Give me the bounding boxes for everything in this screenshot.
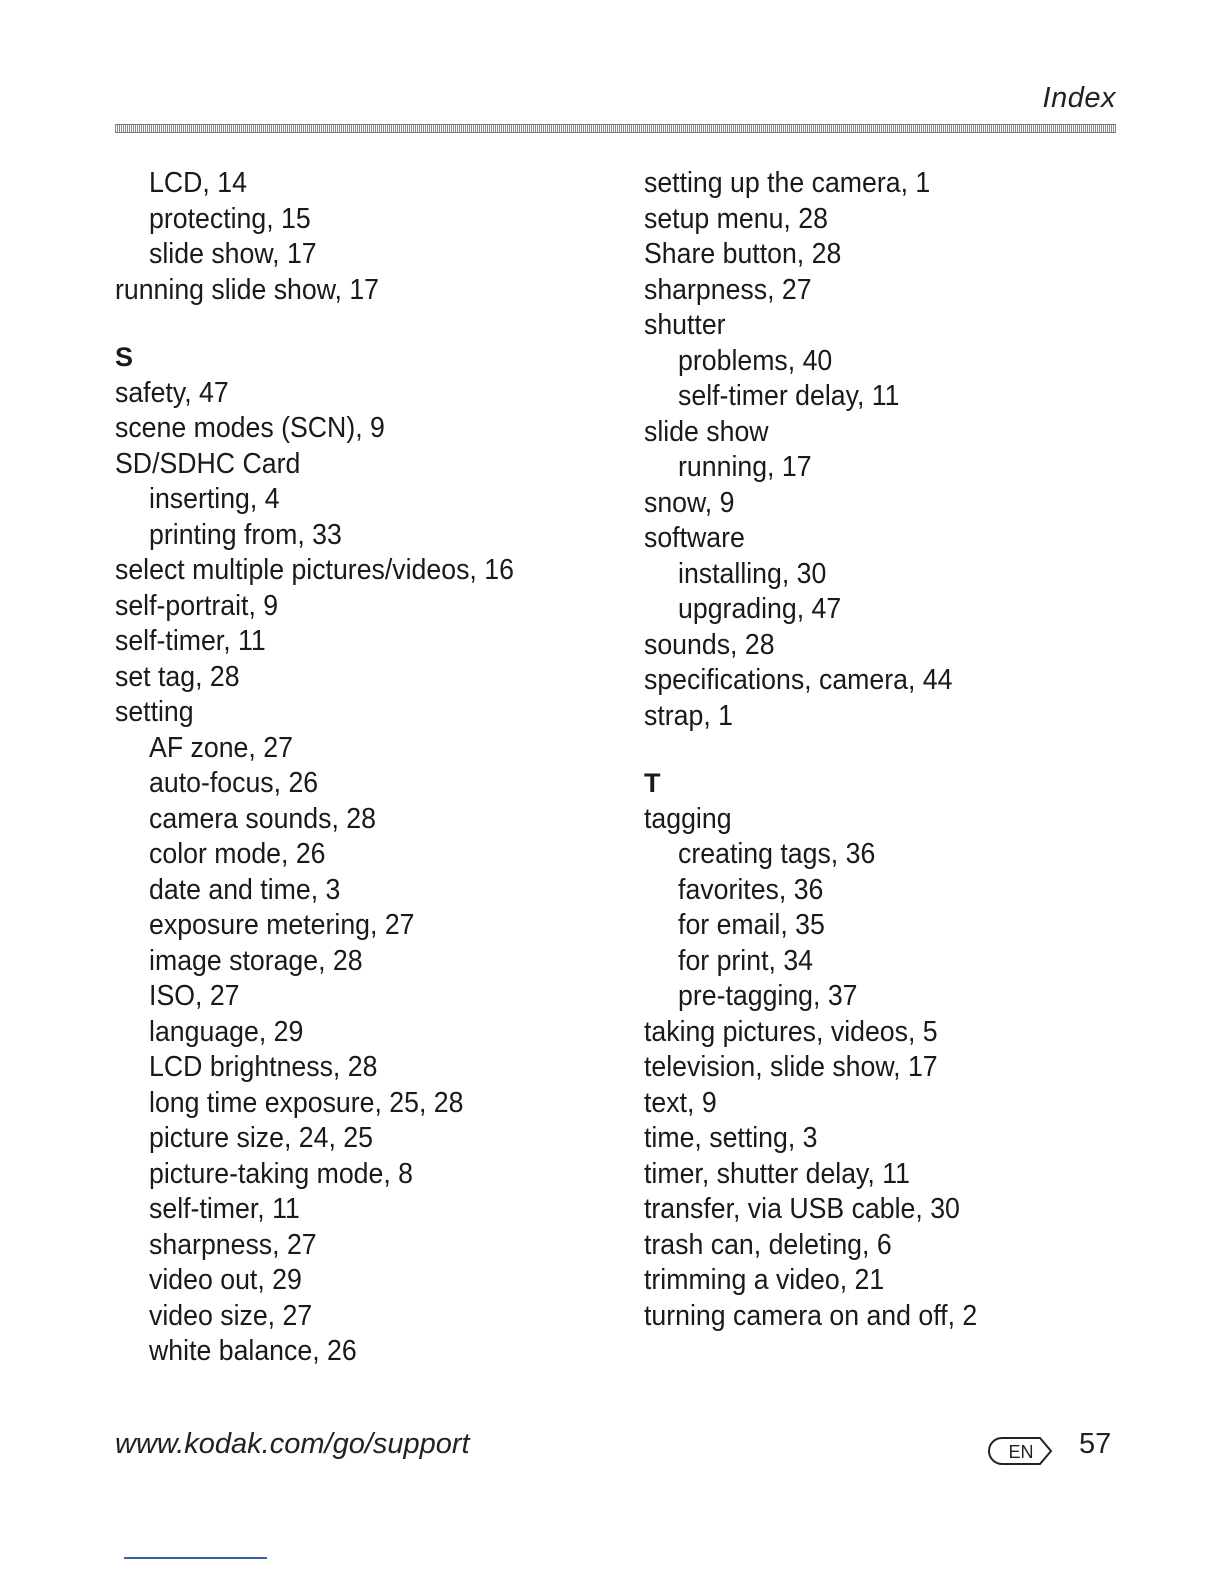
- index-entry: specifications, camera, 44: [644, 664, 953, 696]
- index-entry: shutter: [644, 309, 726, 341]
- index-section-letter: S: [115, 342, 134, 372]
- index-entry: slide show: [644, 415, 769, 448]
- language-badge-icon: [988, 1436, 1054, 1466]
- index-entry: self-portrait, 9: [115, 589, 279, 622]
- index-entry: SD/SDHC Card: [115, 447, 301, 480]
- index-entry: transfer, via USB cable, 30: [644, 1193, 960, 1225]
- index-entry: running slide show, 17: [115, 273, 380, 306]
- index-entry: text, 9: [644, 1086, 717, 1119]
- index-subentry: camera sounds, 28: [149, 802, 376, 835]
- index-entry: trash can, deleting, 6: [644, 1228, 892, 1261]
- index-subentry: language, 29: [149, 1015, 304, 1048]
- index-entry: sharpness, 27: [644, 273, 812, 306]
- index-entry: setting up the camera, 1: [644, 167, 931, 199]
- index-entry: television, slide show, 17: [644, 1051, 938, 1083]
- bottom-link-underline: [124, 1557, 267, 1559]
- index-subentry: date and time, 3: [149, 873, 341, 906]
- index-subentry: running, 17: [678, 451, 812, 483]
- index-subentry: image storage, 28: [149, 944, 363, 977]
- index-subentry: picture-taking mode, 8: [149, 1157, 414, 1190]
- index-subentry: auto-focus, 26: [149, 767, 319, 799]
- index-subentry: creating tags, 36: [678, 838, 876, 870]
- index-column-left: [115, 166, 595, 1370]
- index-subentry: color mode, 26: [149, 838, 326, 870]
- index-subentry: slide show, 17: [149, 238, 317, 270]
- index-subentry: problems, 40: [678, 344, 833, 377]
- index-entry: safety, 47: [115, 376, 229, 409]
- index-column-right: [644, 166, 1124, 1334]
- index-entry: turning camera on and off, 2: [644, 1299, 978, 1332]
- index-subentry: video size, 27: [149, 1299, 313, 1332]
- index-subentry: pre-tagging, 37: [678, 980, 858, 1012]
- index-subentry: video out, 29: [149, 1264, 302, 1296]
- index-subentry: printing from, 33: [149, 518, 342, 551]
- index-subentry: installing, 30: [678, 557, 827, 590]
- index-entry: self-timer, 11: [115, 625, 266, 657]
- index-subentry: self-timer delay, 11: [678, 380, 900, 412]
- index-subentry: favorites, 36: [678, 873, 824, 906]
- index-entry: taking pictures, videos, 5: [644, 1015, 938, 1048]
- index-subentry: protecting, 15: [149, 202, 311, 235]
- index-subentry: ISO, 27: [149, 980, 240, 1012]
- page-header-title: Index: [1042, 82, 1116, 114]
- index-subentry: LCD brightness, 28: [149, 1051, 378, 1083]
- index-subentry: for print, 34: [678, 944, 813, 977]
- index-entry: select multiple pictures/videos, 16: [115, 554, 514, 586]
- language-badge-label: EN: [1008, 1442, 1034, 1462]
- index-subentry: self-timer, 11: [149, 1193, 300, 1225]
- page-number: 57: [1079, 1428, 1112, 1460]
- index-subentry: long time exposure, 25, 28: [149, 1086, 464, 1119]
- index-entry: strap, 1: [644, 699, 733, 732]
- index-subentry: sharpness, 27: [149, 1228, 317, 1261]
- index-entry: set tag, 28: [115, 660, 240, 693]
- index-subentry: for email, 35: [678, 909, 825, 941]
- index-subentry: inserting, 4: [149, 483, 280, 515]
- header-rule: [115, 124, 1116, 133]
- index-subentry: LCD, 14: [149, 167, 247, 199]
- index-entry: sounds, 28: [644, 628, 775, 661]
- index-entry: timer, shutter delay, 11: [644, 1157, 910, 1190]
- index-entry: snow, 9: [644, 486, 735, 519]
- index-entry: software: [644, 522, 745, 554]
- index-entry: scene modes (SCN), 9: [115, 412, 385, 444]
- index-entry: tagging: [644, 802, 732, 835]
- index-entry: trimming a video, 21: [644, 1264, 885, 1296]
- index-subentry: upgrading, 47: [678, 593, 842, 625]
- index-entry: setting: [115, 696, 194, 728]
- index-subentry: AF zone, 27: [149, 731, 293, 764]
- index-entry: setup menu, 28: [644, 202, 828, 235]
- index-entry: time, setting, 3: [644, 1122, 818, 1154]
- index-section-letter: T: [644, 768, 661, 798]
- index-subentry: picture size, 24, 25: [149, 1122, 373, 1154]
- index-subentry: white balance, 26: [149, 1335, 357, 1367]
- index-subentry: exposure metering, 27: [149, 909, 415, 941]
- support-url-link[interactable]: www.kodak.com/go/support: [115, 1428, 470, 1460]
- index-entry: Share button, 28: [644, 238, 842, 270]
